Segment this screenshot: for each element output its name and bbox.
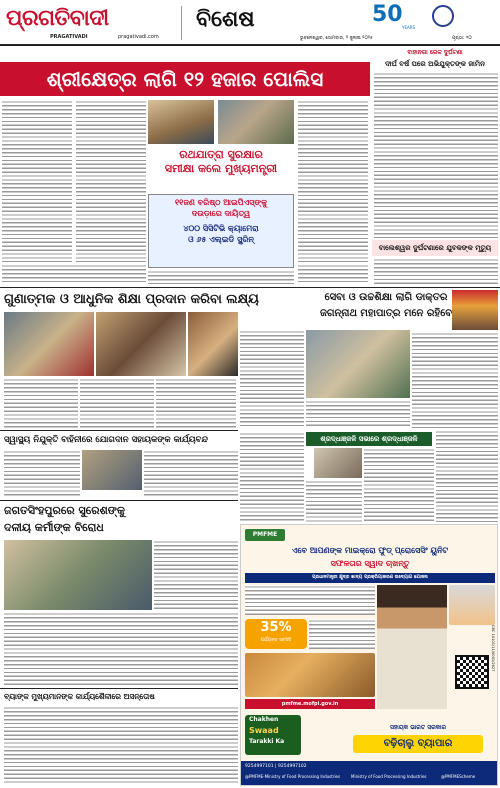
pmfme-logo: PMFME [245, 529, 285, 541]
ad-portal: pmfme.mofpi.gov.in [245, 699, 375, 709]
health-photo [82, 450, 142, 490]
doc-text-3 [412, 332, 498, 428]
dateline: ଭୁବନେଶ୍ୱର, ସୋମବାର, ୨ ଜୁଲାଇ ୨୦୨୫ [300, 36, 373, 41]
lead-photo-2 [218, 100, 294, 144]
edu-photo-3 [188, 312, 238, 376]
ad-footer-handle: @PMFME-Ministry of Food Processing Industries [245, 774, 341, 779]
ad-cbc-code: CBC 10101/11/0001/2627 [491, 625, 495, 672]
lead-col-6 [298, 264, 368, 284]
ad-products [245, 653, 375, 697]
subsidy-badge: 35% ପର୍ଯ୍ୟନ୍ତ ସବସିଡି [245, 619, 307, 649]
lead-subhead: ରଥଯାତ୍ରା ସୁରକ୍ଷାର ସମୀକ୍ଷା କଲେ ମୁଖ୍ୟମନ୍ତ୍ରୀ [164, 148, 278, 175]
protest-headline: ଜଗତସିଂହପୁରରେ ସୁରେଶଙ୍କୁ ଦଳୀୟ କର୍ମୀଙ୍କ ବିରୋଧ [4, 504, 125, 534]
doc-text-1 [240, 330, 304, 428]
site-url: pragativadi.com [118, 34, 159, 40]
qr-code [455, 655, 489, 689]
bottom-text [4, 706, 238, 784]
odisha-emblem-icon [432, 5, 454, 27]
health-text-2 [144, 450, 238, 498]
brand-sub: PRAGATIVADI [50, 34, 88, 40]
ad-bullets [309, 619, 375, 649]
tribute-headline-bar: ଶ୍ରଦ୍ଧାଞ୍ଜଳି ସଭାରେ ଶ୍ରଦ୍ଧାଞ୍ଜଳି [306, 432, 432, 446]
ad-helpline: 9254997101 | 9254997102 [245, 764, 307, 769]
masthead [0, 0, 500, 46]
doc-portrait [452, 290, 498, 330]
lead-headline-bar [0, 62, 370, 96]
right-headline: ଦୀର୍ଘ ବର୍ଷ ପରେ ଅଭିଯୁକ୍ତଙ୍କ ଜାମିନ [385, 60, 485, 68]
right-story2-bar: ବାଲେଶ୍ୱର ଦୁର୍ଘଟଣାରେ ଯୁବକଙ୍କ ମୃତ୍ୟୁ [372, 240, 498, 256]
pm-portrait [449, 585, 495, 625]
ad-footer [241, 761, 498, 786]
health-text-1 [4, 450, 80, 498]
lead-highlight-box: ୧୧ଜଣ ବରିଷ୍ଠ ଆଇପିଏସ୍‌ଙ୍କୁ ଦଉଡ଼ାରେ ଦାୟିତ୍ୱ ୪୦୦ ସିସିଟିଭି କ୍ୟାମେରା ଓ ୬୫ ଏଲ୍‌ଇଡି ସ୍କ୍ରିନ୍ [148, 194, 294, 268]
ad-cta-button: ବଢ଼ିଚାଲୁ ବ୍ୟାପାର [353, 735, 483, 753]
health-headline: ସ୍ୱାସ୍ଥ୍ୟ ନିଯୁକ୍ତି ବାହିନୀରେ ଯୋଗଦାନ ସହାୟକଙ୍କ କାର୍ଯ୍ୟବନ୍ଦ [4, 435, 208, 445]
right-story2-text [374, 258, 498, 284]
anniversary-logo: 50 YEARS [372, 2, 416, 30]
ad-info-text [245, 585, 375, 615]
edu-text-2 [80, 378, 154, 428]
tribute-text-2 [306, 480, 362, 522]
edu-text-1 [4, 378, 78, 428]
tribute-text-1 [364, 448, 434, 522]
protest-text-2 [4, 612, 238, 686]
ad-govt-line: ସହାୟକ ଭାରତ ସରକାର [389, 724, 447, 731]
lead-col-3 [298, 100, 368, 262]
ad-ministry: Ministry of Food Processing Industries [351, 774, 427, 779]
edu-headline: ଗୁଣାତ୍ମକ ଓ ଆଧୁନିକ ଶିକ୍ଷା ପ୍ରଦାନ କରିବା ଲକ୍ଷ୍ୟ [4, 292, 259, 307]
right-col-text [374, 72, 498, 238]
section-title: ବିଶେଷ [196, 7, 255, 32]
lead-col-5 [2, 264, 146, 284]
bottom-headline: ବ୍ୟାଙ୍କ ମୁଖ୍ୟମାନଙ୍କ କାର୍ଯ୍ୟଶୈଳୀରେ ଅସନ୍ତୋଷ [4, 692, 155, 701]
doc-headline: ସେବା ଓ ଉଚ୍ଚଶିକ୍ଷା ଲାଗି ଡାକ୍ତର ଜଗନ୍ନାଥ ମହାପାତ୍ର ମନେ ରହିବେ [319, 292, 453, 319]
ad-headline-2: ସଫଳତାର ସ୍ୱାଦ ଚାଖନ୍ତୁ [330, 559, 410, 568]
ad-headline-1: ଏବେ ଆପଣଙ୍କ ମାଇକ୍ରୋ ଫୁଡ୍ ପ୍ରୋସେସିଂ ୟୁନିଟ [291, 546, 449, 555]
ad-social: @PMFMEScheme [441, 774, 476, 779]
pmfme-advertisement [240, 524, 498, 786]
lead-col-4 [148, 270, 294, 284]
lead-col-1 [2, 100, 72, 262]
tribute-text-3 [436, 430, 498, 522]
edu-photo-2 [96, 312, 186, 376]
lead-photo-1 [148, 100, 214, 144]
protest-photo [4, 540, 152, 610]
right-kicker: ବାହାନଗା ରେଳ ଦୁର୍ଘଟଣା [407, 49, 463, 56]
slogan: Chakhen Swaad Tarakki Ka [245, 715, 301, 755]
doc-text-2 [306, 400, 410, 428]
tribute-photo [314, 448, 362, 478]
brand-logo: ପ୍ରଗତିବାଦୀ [6, 6, 109, 31]
edu-text-3 [156, 378, 236, 428]
lead-col-2 [76, 100, 146, 262]
ad-scheme-line: ପ୍ରଧାନମନ୍ତ୍ରୀ କ୍ଷୁଦ୍ର ଖାଦ୍ୟ ପ୍ରକ୍ରିୟାକରଣ ଉଦ୍ୟୋଗ ଯୋଜନା [245, 573, 495, 583]
lead-headline: ଶ୍ରୀକ୍ଷେତ୍ର ଲାଗି ୧୨ ହଜାର ପୋଲିସ [46, 67, 324, 91]
protest-text-1 [154, 540, 238, 610]
ad-woman-photo [377, 585, 447, 709]
doc-photo [306, 330, 410, 398]
page-number: ପୃଷ୍ଠା: ୧୦ [452, 36, 472, 41]
edu-photo-1 [4, 312, 94, 376]
health-text-3 [240, 432, 304, 522]
